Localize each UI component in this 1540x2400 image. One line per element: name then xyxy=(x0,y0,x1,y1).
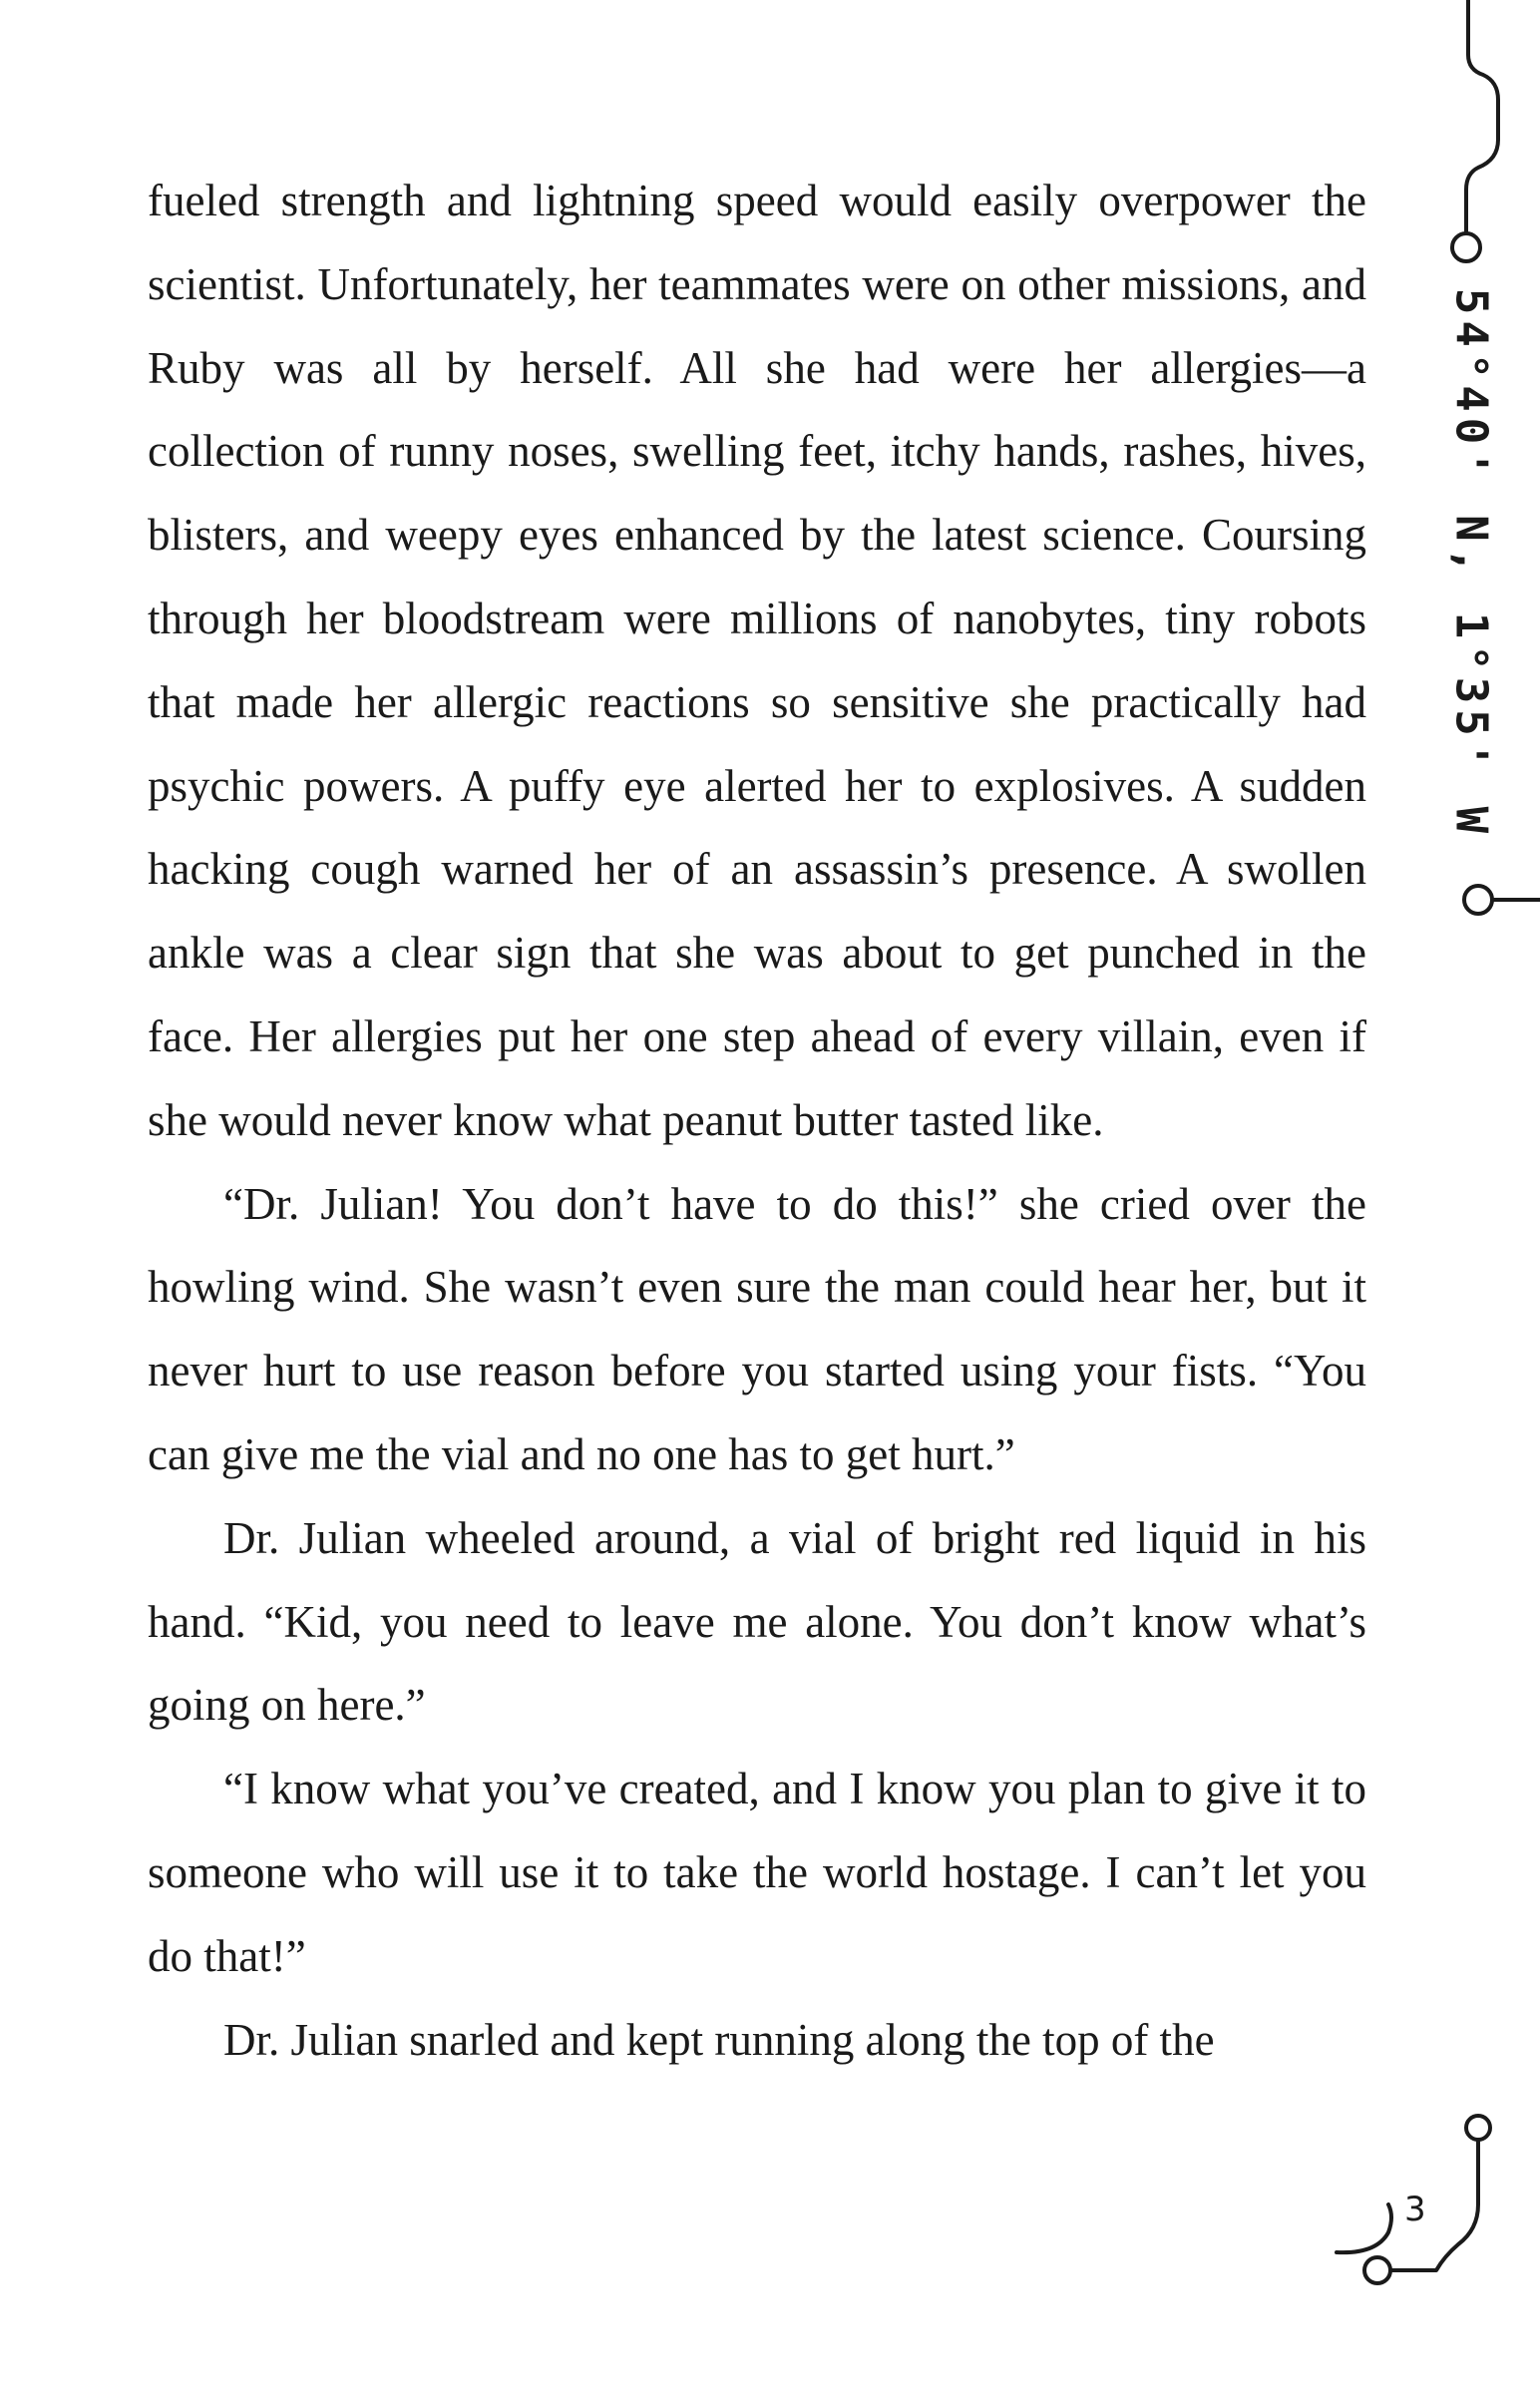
top-circuit-node xyxy=(1452,233,1480,261)
bottom-circuit-node-top xyxy=(1466,2116,1490,2140)
paragraph: “Dr. Julian! You don’t have to do this!” she cried over the howling wind. She wasn’t even sure the man could hear her, but it never hurt to use reason before you started using your fists. “You can give me the vial and no one has to get hurt.” xyxy=(148,1178,1366,1479)
middle-circuit-node xyxy=(1464,886,1492,914)
paragraph: Dr. Julian snarled and kept running along the top of the xyxy=(223,2014,1215,2065)
page-text xyxy=(148,160,1366,2082)
coordinates-label xyxy=(1396,287,1540,840)
top-circuit-trace xyxy=(1466,0,1498,231)
page-number: 3 xyxy=(1404,2190,1426,2229)
coordinates-text: 54°40' N, 1°35' W xyxy=(1445,287,1497,840)
paragraph: “I know what you’ve created, and I know you plan to give it to someone who will use it to take the world hostage. I can’t let you do that!” xyxy=(148,1764,1366,1981)
bottom-circuit-hook xyxy=(1337,2204,1391,2252)
paragraph: Dr. Julian wheeled around, a vial of bright red liquid in his hand. “Kid, you need to leave me alone. You don’t know what’s going on here.” xyxy=(148,1512,1366,1731)
paragraph: fueled strength and lightning speed would easily overpower the scientist. Unfortunately, her teammates were on other missions, and Ruby was all by herself. All she had were her allergies—a collection of runny noses, swelling feet, itchy hands, rashes, hives, blisters, and weepy eyes enhanced by the latest science. Coursing through her bloodstream were millions of nanobytes, tiny robots that made her allergic reactions so sensitive she practically had psychic powers. A puffy eye alerted her to explosives. A sudden hacking cough warned her of an assassin’s presence. A swollen ankle was a clear sign that she was about to get punched in the face. Her allergies put her one step ahead of every villain, even if she would never know what peanut butter tasted like. xyxy=(148,176,1366,1145)
bottom-circuit-node-left xyxy=(1364,2257,1390,2283)
